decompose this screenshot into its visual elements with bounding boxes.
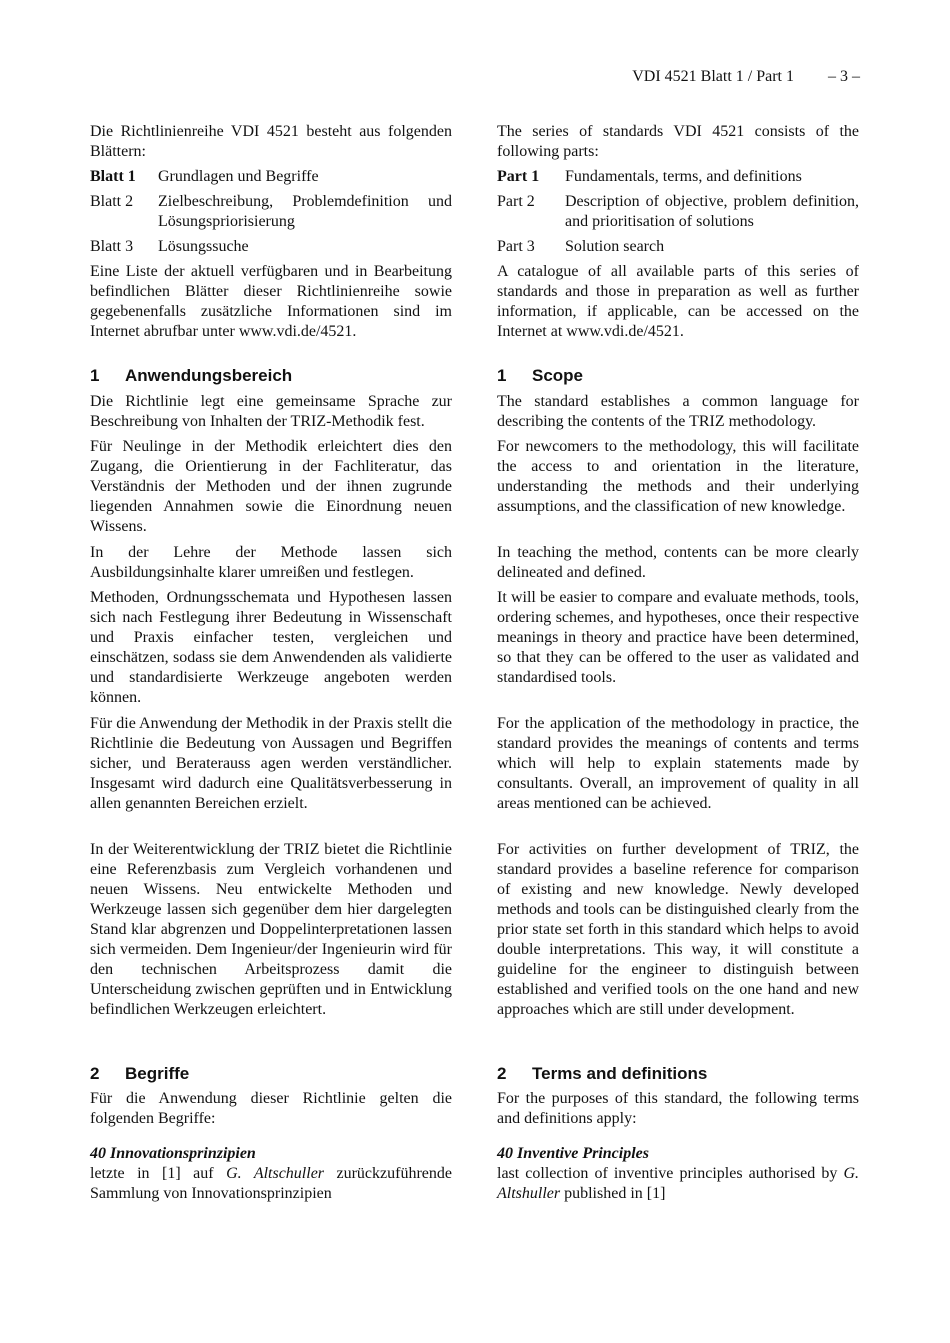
de-scope-para-2: Für Neulinge in der Methodik erleichtert dies den Zugang, die Orientierung in der Fachliteratur, das Verständnis der Methoden und der ihnen zugrunde liegenden Annahmen sowie die Einordnung neuen Wissens. <box>90 438 452 535</box>
section-number: 2 <box>90 1064 100 1083</box>
section-number: 1 <box>90 366 100 385</box>
de-part-2 <box>90 192 452 232</box>
en-term-definition <box>497 1164 859 1204</box>
de-scope-para-3: In der Lehre der Methode lassen sich Ausbildungsinhalte klarer umreißen und festlegen. <box>90 544 452 581</box>
en-part-key: Part 1 <box>497 168 540 185</box>
en-part-text: Description of objective, problem definition, and prioritisation of solutions <box>565 193 859 230</box>
en-scope-para-6: For activities on further development of TRIZ, the standard provides a baseline reference for comparison of existing and new knowledge. Newly developed methods and tools can be distinguished clearly from the prior state set forth in this standard which helps to avoid double interpretations. This way, it will constitute a guideline for the engineer to distinguish between established and verified tools on the one hand and new approaches which are still under development. <box>497 841 859 1018</box>
en-part-key: Part 3 <box>497 238 535 255</box>
de-part-key: Blatt 1 <box>90 168 136 185</box>
de-part-text: Grundlagen und Begriffe <box>158 168 319 185</box>
section-number: 2 <box>497 1064 507 1083</box>
de-scope-para-6: In der Weiterentwicklung der TRIZ bietet die Richtlinie eine Referenzbasis zum Vergleich vorhandenen und neuen Wissens. Neu entwickelte Methoden und Werkzeuge lassen sich gegenüber dem hier dargelegten Stand klar abgrenzen und Doppelinterpretationen lassen sich vermeiden. Dem Ingenieur/der Ingenieurin wird für den technischen Arbeitsprozess damit die Unterscheidung zwischen geprüften und in Entwicklung befindlichen Werkzeugen erleichtert. <box>90 841 452 1018</box>
de-part-1 <box>90 167 452 187</box>
en-part-2 <box>497 192 859 232</box>
en-parts-list <box>497 167 859 262</box>
section-title: Scope <box>532 366 584 385</box>
de-part-key: Blatt 3 <box>90 238 134 255</box>
en-catalogue-note: A catalogue of all available parts of this series of standards and those in preparation as well as further information, if applicable, can be accessed on the Internet at www.vdi.de/4521. <box>497 263 859 340</box>
section-number: 1 <box>497 366 507 385</box>
de-catalogue-note: Eine Liste der aktuell verfügbaren und in Bearbeitung befindlichen Blätter dieser Richtlinienreihe sowie gegebenenfalls zusätzliche Informationen sind im Internet abrufbar unter www.vdi.de/4521. <box>90 263 452 340</box>
definition-text: published in [1] <box>560 1185 666 1202</box>
de-terms-intro: Für die Anwendung dieser Richtlinie gelten die folgenden Begriffe: <box>90 1090 452 1127</box>
en-scope-para-2: For newcomers to the methodology, this will facilitate the access to and orientation in the literature, understanding the methods and their underlying assumptions, and the classification of new knowledge. <box>497 438 859 515</box>
definition-text: last collection of inventive principles authorised by <box>497 1165 844 1182</box>
en-scope-para-1: The standard establishes a common language for describing the contents of the TRIZ methodology. <box>497 393 859 430</box>
de-scope-para-4: Methoden, Ordnungsschemata und Hypothesen lassen sich nach Festlegung ihrer Bedeutung in Wissenschaft und Praxis einfacher testen, vergleichen und einschätzen, sodass sie dem Anwendenden als validierte und standardisierte Werkzeuge angeboten werden können. <box>90 589 452 706</box>
de-scope-para-1: Die Richtlinie legt eine gemeinsame Sprache zur Beschreibung von Inhalten der TRIZ-Methodik fest. <box>90 393 452 430</box>
en-scope-para-3: In teaching the method, contents can be more clearly delineated and defined. <box>497 544 859 581</box>
en-part-text: Fundamentals, terms, and definitions <box>565 168 802 185</box>
en-part-3 <box>497 237 859 257</box>
de-part-key: Blatt 2 <box>90 193 134 210</box>
de-part-3 <box>90 237 452 257</box>
author-name: G. Altshuller <box>497 1165 859 1202</box>
section-title: Anwendungsbereich <box>125 366 293 385</box>
section-title: Terms and definitions <box>532 1064 708 1083</box>
de-term-title: 40 Innovationsprinzipien <box>90 1145 256 1162</box>
en-part-1 <box>497 167 859 187</box>
en-terms-intro: For the purposes of this standard, the following terms and definitions apply: <box>497 1090 859 1127</box>
page-header <box>632 68 860 86</box>
author-name: G. Altschuller <box>226 1165 325 1182</box>
en-scope-para-4: It will be easier to compare and evaluate methods, tools, ordering schemes, and hypotheses, once their respective meanings in theory and practice have been determined, so that they can be offered to the user as validated and standardised tools. <box>497 589 859 686</box>
de-intro: Die Richtlinienreihe VDI 4521 besteht aus folgenden Blättern: <box>90 123 452 160</box>
de-part-text: Zielbeschreibung, Problemdefinition und Lösungspriorisierung <box>158 193 452 230</box>
de-term-definition <box>90 1164 452 1204</box>
en-scope-para-5: For the application of the methodology in practice, the standard provides the meanings of contents and terms which will help to explain statements made by consultants. Overall, an improvement of quality in all areas mentioned can be achieved. <box>497 715 859 812</box>
de-scope-para-5: Für die Anwendung der Methodik in der Praxis stellt die Richtlinie die Bedeutung von Aussagen und Begriffen sicher, und Beraterauss agen werden verständlicher. Insgesamt wird dadurch eine Qualitätsverbesserung in allen genannten Bereichen erzielt. <box>90 715 452 812</box>
definition-text: letzte in [1] auf <box>90 1165 227 1182</box>
en-term-title: 40 Inventive Principles <box>497 1145 649 1162</box>
page-number: – 3 – <box>828 68 860 85</box>
de-parts-list <box>90 167 452 262</box>
en-intro: The series of standards VDI 4521 consists of the following parts: <box>497 123 859 160</box>
de-part-text: Lösungssuche <box>158 238 249 255</box>
en-section-2-heading <box>497 1064 859 1084</box>
section-title: Begriffe <box>125 1064 190 1083</box>
de-section-2-heading <box>90 1064 452 1084</box>
en-part-text: Solution search <box>565 238 665 255</box>
standard-designation: VDI 4521 Blatt 1 / Part 1 <box>632 68 794 85</box>
en-section-1-heading <box>497 366 859 386</box>
definition-text: zurückzuführende Sammlung von Innovationsprinzipien <box>90 1165 452 1202</box>
en-part-key: Part 2 <box>497 193 535 210</box>
de-section-1-heading <box>90 366 452 386</box>
